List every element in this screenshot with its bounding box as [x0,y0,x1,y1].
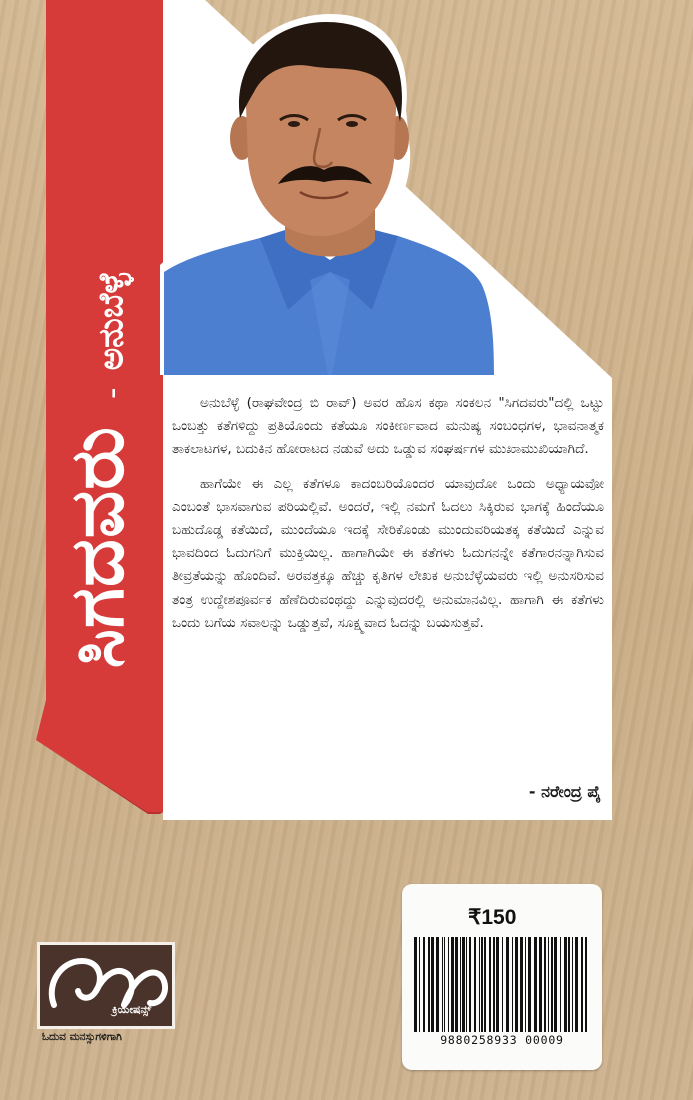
spine-title-group [55,272,142,669]
spine-author: ಅನುಬೆಳ್ಳೆ [91,271,132,371]
barcode-bar [489,937,491,1032]
barcode-bar [484,937,486,1032]
barcode-bar [520,937,523,1032]
barcode [412,937,592,1032]
price-label: ₹150 [468,906,517,929]
barcode-bar [539,937,542,1032]
blurb-paragraph-2: ಹಾಗೆಯೇ ಈ ಎಲ್ಲ ಕತೆಗಳೂ ಕಾದಂಬರಿಯೊಂದರ ಯಾವುದೋ ಒಂದು ಅಧ್ಯಾಯವೋ ಎಂಬಂತೆ ಭಾಸವಾಗುವ ಪರಿಯಲ್ಲಿವೆ. ಅಂದರೆ, ಇಲ್ಲಿ ನಮಗೆ ಓದಲು ಸಿಕ್ಕಿರುವ ಭಾಗಕ್ಕೆ ಹಿಂದೆಯೂ ಬಹುದೊಡ್ಡ ಕತೆಯಿದೆ, ಮುಂದೆಯೂ ಇದಕ್ಕೆ ಸೇರಿಕೊಂಡು ಮುಂದುವರಿಯತಕ್ಕ ಕತೆಯಿದೆ ಎನ್ನುವ ಭಾವದಿಂದ ಓದುಗನಿಗೆ ಮುಕ್ತಿಯಿಲ್ಲ. ಹಾಗಾಗಿಯೇ ಈ ಕತೆಗಳು ಓದುಗನನ್ನೇ ಕತೆಗಾರನನ್ನಾಗಿಸುವ ತೀವ್ರತೆಯನ್ನು ಹೊಂದಿವೆ. ಅರವತ್ತಕ್ಕೂ ಹೆಚ್ಚು ಕೃತಿಗಳ ಲೇಖಕ ಅನುಬೆಳ್ಳೆಯವರು ಇಲ್ಲಿ ಅನುಸರಿಸುವ ತಂತ್ರ ಉದ್ದೇಶಪೂರ್ವಕ ಹೆಣೆದಿರುವಂಥದ್ದು ಎನ್ನುವುದರಲ್ಲಿ ಅನುಮಾನವಿಲ್ಲ. ಹಾಗಾಗಿ ಈ ಕತೆಗಳು ಒಂದು ಬಗೆಯ ಸವಾಲನ್ನು ಒಡ್ಡುತ್ತವೆ, ಸೂಕ್ಷ್ಮವಾದ ಓದನ್ನು ಬಯಸುತ್ತವೆ. [172,475,604,631]
barcode-bar [419,937,420,1032]
barcode-bar [481,937,483,1032]
barcode-bar [469,937,471,1032]
barcode-bar [496,937,499,1032]
publisher-logo [37,942,175,1029]
barcode-bar [448,937,449,1032]
barcode-bar [460,937,461,1032]
barcode-bar [474,937,476,1032]
barcode-bar [528,937,531,1032]
title-separator: - [92,387,131,399]
barcode-bar [462,937,465,1032]
barcode-bar [455,937,458,1032]
barcode-digits: 9880258933 00009 [440,1033,564,1047]
barcode-bar [436,937,439,1032]
logo-subtitle: ಕ್ರಿಯೇಷನ್ಸ್ [112,1003,152,1016]
barcode-bar [493,937,495,1032]
barcode-bar [428,937,430,1032]
barcode-bar [585,937,587,1032]
barcode-bar [442,937,443,1032]
barcode-bar [451,937,454,1032]
barcode-bar [512,937,513,1032]
barcode-bar [534,937,537,1032]
barcode-bar [575,937,578,1032]
barcode-bar [551,937,553,1032]
barcode-bar [515,937,518,1032]
barcode-bar [444,937,445,1032]
barcode-bar [525,937,526,1032]
barcode-bar [544,937,546,1032]
author-photo [160,10,500,375]
barcode-bar [568,937,570,1032]
barcode-bar [581,937,583,1032]
barcode-bar [414,937,417,1032]
barcode-bar [548,937,549,1032]
book-title: ಸಿಗದವರು [54,426,141,669]
barcode-bar [502,937,503,1032]
barcode-bar [554,937,557,1032]
barcode-bar [423,937,425,1032]
blurb-paragraph-1: ಅನುಬೆಳ್ಳೆ (ರಾಘವೇಂದ್ರ ಬಿ ರಾವ್) ಅವರ ಹೊಸ ಕಥಾ ಸಂಕಲನ "ಸಿಗದವರು"ದಲ್ಲಿ ಒಟ್ಟು ಒಂಬತ್ತು ಕತೆಗಳಿದ್ದು ಪ್ರತಿಯೊಂದು ಕತೆಯೂ ಸಂಕೀರ್ಣವಾದ ಮನುಷ್ಯ ಸಂಬಂಧಗಳ, ಭಾವನಾತ್ಮಕ ತಾಕಲಾಟಗಳ, ಬದುಕಿನ ಹೋರಾಟದ ನಡುವೆ ಅದು ಒಡ್ಡುವ ಸಂಘರ್ಷಗಳ ಮುಖಾಮುಖಿಯಾಗಿದೆ. [172,395,604,458]
anu-logo-icon [40,945,172,1026]
barcode-bar [572,937,573,1032]
barcode-bar [479,937,480,1032]
barcode-bar [560,937,561,1032]
reviewer-signature: - ನರೇಂದ್ರ ಪೈ [528,782,601,801]
barcode-bar [466,937,467,1032]
barcode-bar [431,937,434,1032]
blurb-text [172,392,604,646]
publisher-tagline: ಓದುವ ಮನಸ್ಸುಗಳಿಗಾಗಿ [42,1031,122,1043]
barcode-bar [564,937,567,1032]
barcode-bar [506,937,509,1032]
